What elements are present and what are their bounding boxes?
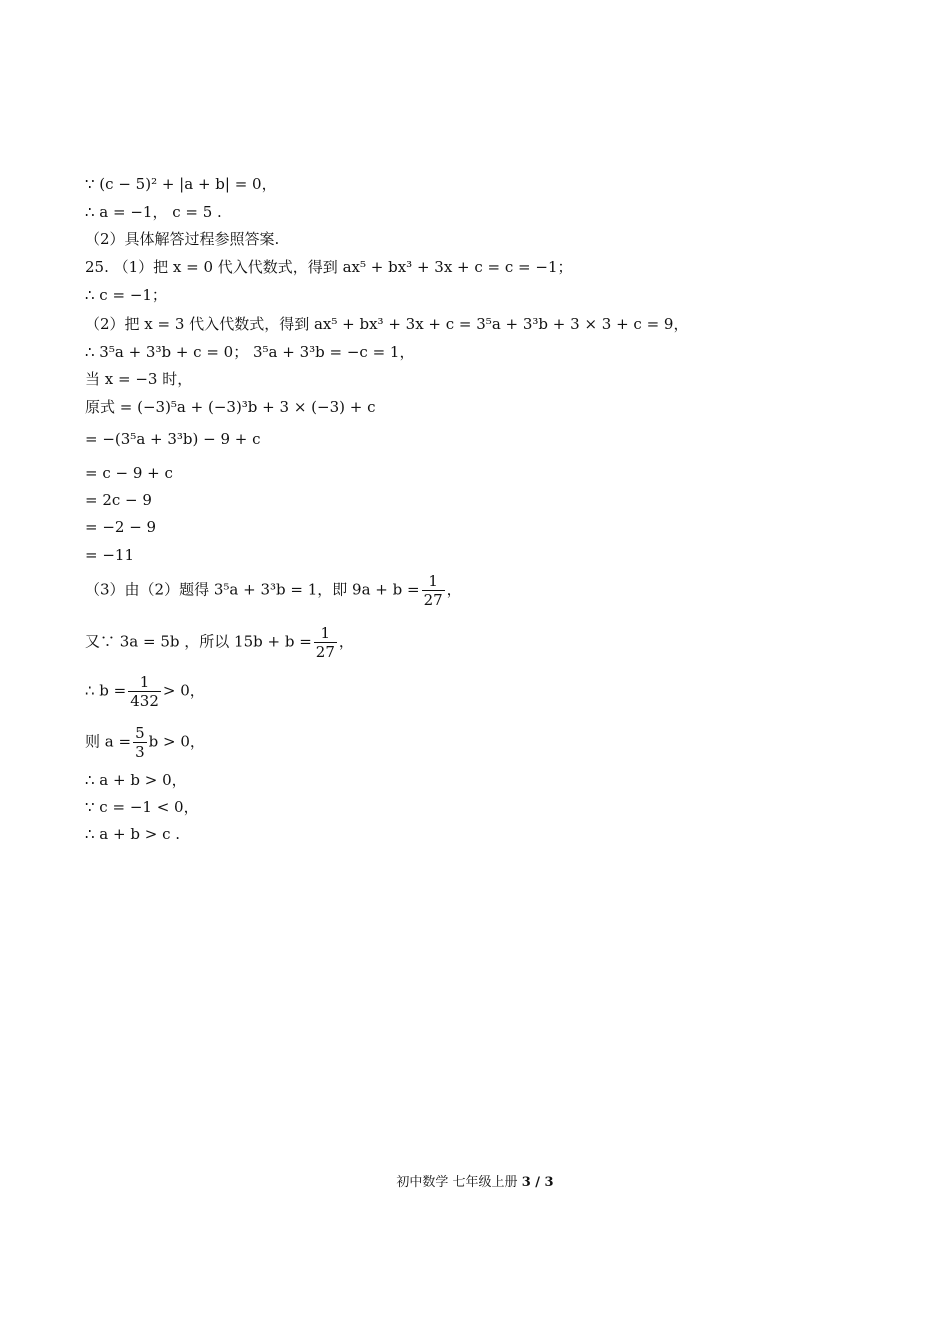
page-number: 3 / 3 xyxy=(521,1175,554,1190)
text-line: （2）把 x = 3 代入代数式，得到 ax⁵ + bx³ + 3x + c = 3⁵a + 3³b + 3 × 3 + c = 9， xyxy=(85,315,689,333)
text-line: ∴ a = −1， c = 5 . xyxy=(85,203,222,221)
text-line-fraction: 则 a = $\frac{5}{3}$ b > 0， xyxy=(85,724,205,761)
text-line: 当 x = −3 时， xyxy=(85,370,193,388)
fraction: $\frac{5}{3}$ xyxy=(135,724,145,761)
fraction: $\frac{1}{27}$ xyxy=(315,624,335,661)
text-line: ∴ c = −1； xyxy=(85,286,167,304)
text-line-fraction: ∴ b = $\frac{1}{432}$ > 0， xyxy=(85,673,205,710)
fraction: $\frac{1}{432}$ xyxy=(130,673,159,710)
page-footer xyxy=(0,1174,950,1192)
text-line: = −11 xyxy=(85,546,134,564)
text-line: = −2 − 9 xyxy=(85,518,157,536)
text-line: ∴ a + b > c . xyxy=(85,825,181,843)
text-line: 原式 = (−3)⁵a + (−3)³b + 3 × (−3) + c xyxy=(85,398,376,416)
text-line: （2）具体解答过程参照答案. xyxy=(85,230,280,248)
text-line: = −(3⁵a + 3³b) − 9 + c xyxy=(85,430,261,448)
text-line-fraction: （3）由（2）题得 3⁵a + 3³b = 1，即 9a + b = $\frac{1}{27}$ ， xyxy=(85,572,462,609)
text-line: ∵ c = −1 < 0， xyxy=(85,798,199,816)
text-line: = 2c − 9 xyxy=(85,491,152,509)
text-line: = c − 9 + c xyxy=(85,464,173,482)
fraction: $\frac{1}{27}$ xyxy=(423,572,443,609)
text-line: 25. （1）把 x = 0 代入代数式，得到 ax⁵ + bx³ + 3x + c = c = −1； xyxy=(85,258,573,276)
text-line: ∵ (c − 5)² + |a + b| = 0， xyxy=(85,175,277,193)
footer-subject: 初中数学 七年级上册 xyxy=(396,1175,518,1190)
text-line: ∴ a + b > 0， xyxy=(85,771,187,789)
text-line-fraction: 又∵ 3a = 5b ，所以 15b + b = $\frac{1}{27}$ ， xyxy=(85,624,354,661)
text-line: ∴ 3⁵a + 3³b + c = 0； 3⁵a + 3³b = −c = 1， xyxy=(85,343,415,361)
